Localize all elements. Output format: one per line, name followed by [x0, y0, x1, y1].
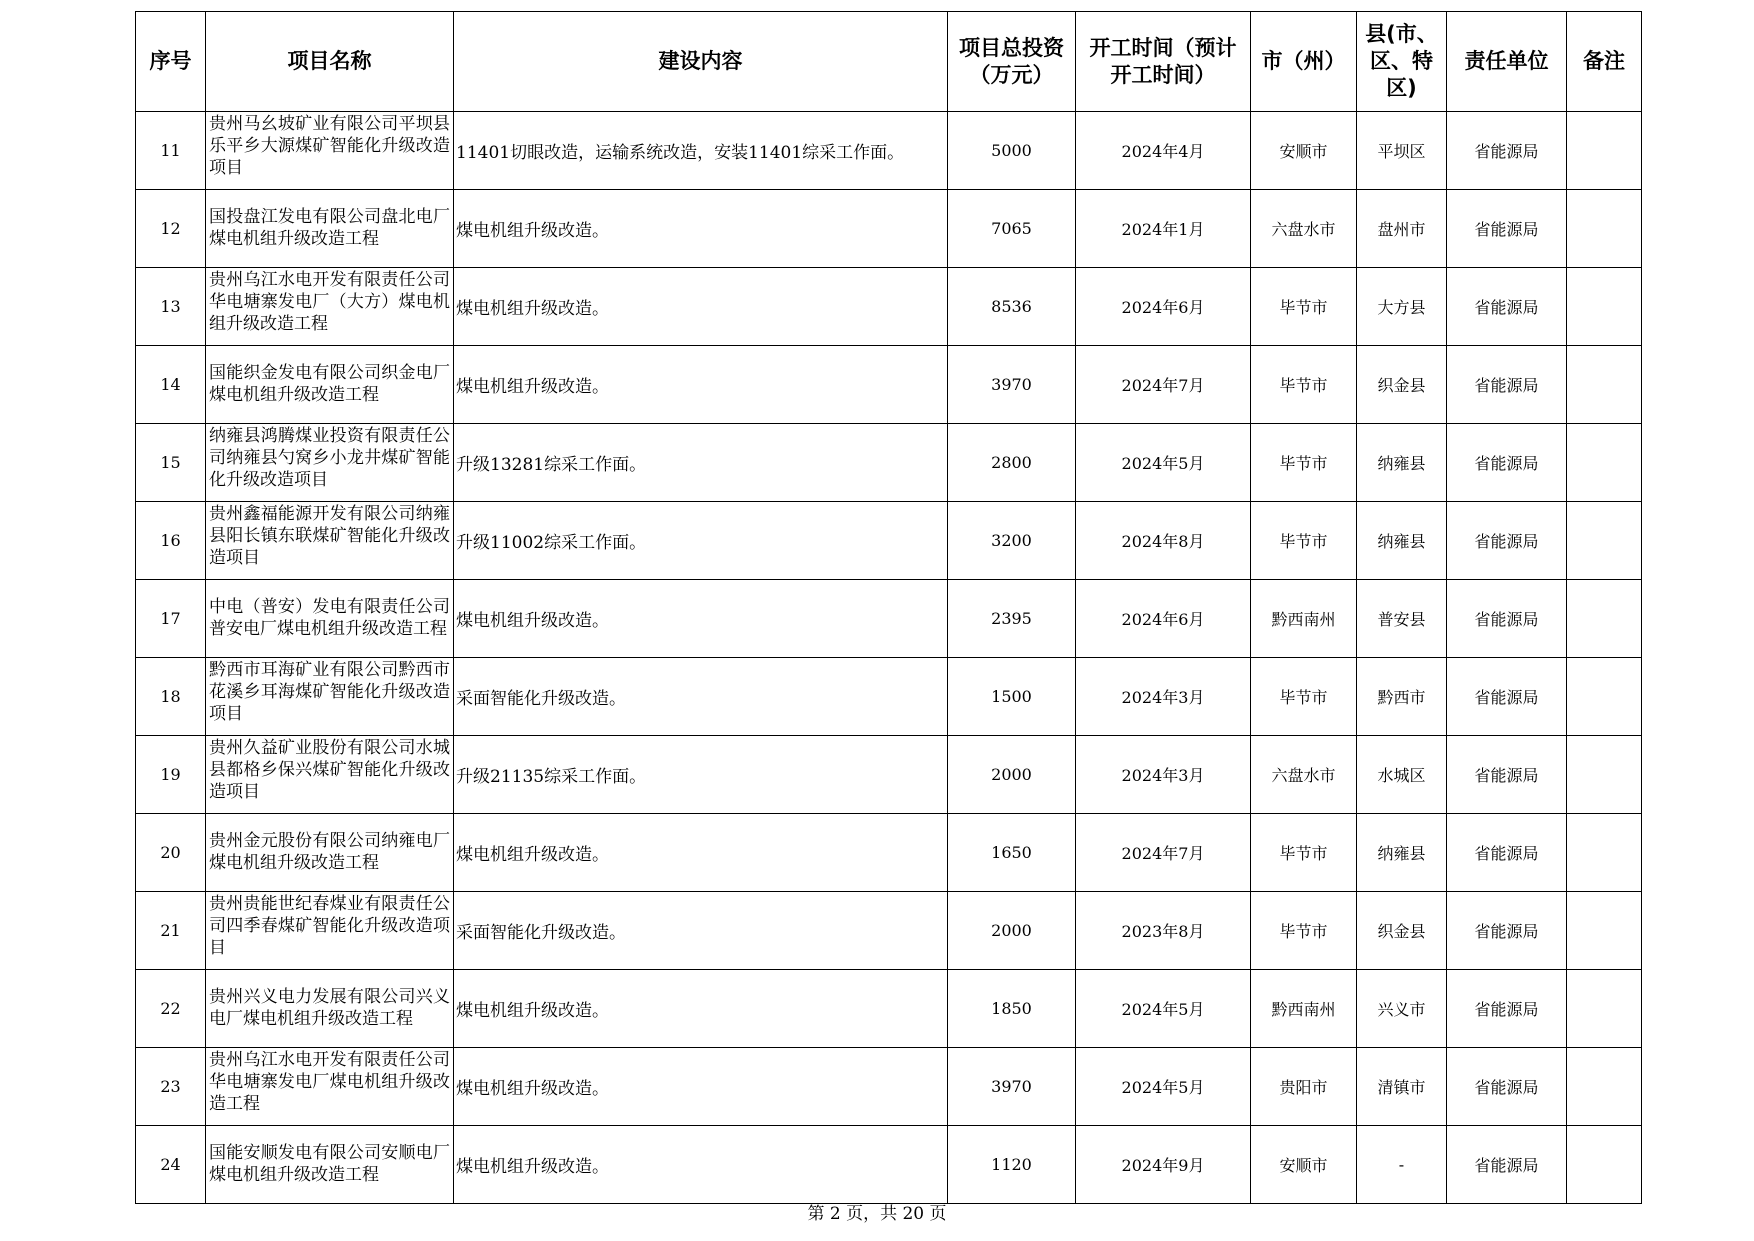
cell-content: 煤电机组升级改造。 — [454, 190, 948, 268]
table-row — [136, 658, 1642, 736]
header-seq: 序号 — [136, 12, 206, 112]
cell-investment: 1850 — [948, 970, 1076, 1048]
table-row — [136, 502, 1642, 580]
cell-content: 煤电机组升级改造。 — [454, 1048, 948, 1126]
cell-city: 毕节市 — [1251, 892, 1357, 970]
cell-remark — [1567, 190, 1642, 268]
table-row — [136, 424, 1642, 502]
table-row — [136, 112, 1642, 190]
project-name-text: 国能织金发电有限公司织金电厂煤电机组升级改造工程 — [209, 363, 450, 405]
cell-start-time: 2024年7月 — [1076, 346, 1251, 424]
header-investment: 项目总投资（万元） — [948, 12, 1076, 112]
cell-county: 纳雍县 — [1357, 424, 1447, 502]
header-county: 县(市、区、特区) — [1357, 12, 1447, 112]
project-name-text: 贵州兴义电力发展有限公司兴义电厂煤电机组升级改造工程 — [209, 987, 450, 1029]
cell-seq: 20 — [136, 814, 206, 892]
table-row — [136, 814, 1642, 892]
header-responsible-unit: 责任单位 — [1447, 12, 1567, 112]
cell-county: 普安县 — [1357, 580, 1447, 658]
cell-city: 毕节市 — [1251, 268, 1357, 346]
project-name-text: 贵州金元股份有限公司纳雍电厂煤电机组升级改造工程 — [209, 831, 450, 873]
cell-responsible-unit: 省能源局 — [1447, 190, 1567, 268]
cell-responsible-unit: 省能源局 — [1447, 268, 1567, 346]
cell-remark — [1567, 892, 1642, 970]
cell-content: 升级11002综采工作面。 — [454, 502, 948, 580]
table-header-row — [136, 12, 1642, 112]
cell-seq: 16 — [136, 502, 206, 580]
cell-city: 毕节市 — [1251, 814, 1357, 892]
cell-investment: 5000 — [948, 112, 1076, 190]
project-name-text: 国能安顺发电有限公司安顺电厂煤电机组升级改造工程 — [209, 1143, 450, 1185]
cell-responsible-unit: 省能源局 — [1447, 658, 1567, 736]
cell-county: 平坝区 — [1357, 112, 1447, 190]
cell-investment: 2000 — [948, 736, 1076, 814]
cell-content: 11401切眼改造，运输系统改造，安装11401综采工作面。 — [454, 112, 948, 190]
cell-project-name — [206, 970, 454, 1048]
project-name-text: 国投盘江发电有限公司盘北电厂煤电机组升级改造工程 — [209, 207, 450, 249]
table-row — [136, 1048, 1642, 1126]
cell-content: 升级21135综采工作面。 — [454, 736, 948, 814]
cell-project-name — [206, 1126, 454, 1204]
cell-responsible-unit: 省能源局 — [1447, 1048, 1567, 1126]
project-name-text: 贵州乌江水电开发有限责任公司华电塘寨发电厂（大方）煤电机组升级改造工程 — [209, 270, 450, 334]
cell-project-name — [206, 658, 454, 736]
cell-investment: 1650 — [948, 814, 1076, 892]
table-row — [136, 970, 1642, 1048]
cell-project-name — [206, 736, 454, 814]
cell-county: 黔西市 — [1357, 658, 1447, 736]
cell-investment: 3200 — [948, 502, 1076, 580]
cell-investment: 1500 — [948, 658, 1076, 736]
cell-investment: 1120 — [948, 1126, 1076, 1204]
cell-content: 煤电机组升级改造。 — [454, 814, 948, 892]
cell-start-time: 2024年4月 — [1076, 112, 1251, 190]
cell-remark — [1567, 580, 1642, 658]
cell-responsible-unit: 省能源局 — [1447, 424, 1567, 502]
cell-content: 升级13281综采工作面。 — [454, 424, 948, 502]
cell-city: 黔西南州 — [1251, 580, 1357, 658]
cell-seq: 11 — [136, 112, 206, 190]
cell-start-time: 2024年7月 — [1076, 814, 1251, 892]
cell-responsible-unit: 省能源局 — [1447, 346, 1567, 424]
cell-start-time: 2024年8月 — [1076, 502, 1251, 580]
cell-start-time: 2024年1月 — [1076, 190, 1251, 268]
cell-remark — [1567, 424, 1642, 502]
cell-city: 毕节市 — [1251, 658, 1357, 736]
project-name-text: 黔西市耳海矿业有限公司黔西市花溪乡耳海煤矿智能化升级改造项目 — [209, 660, 450, 724]
cell-responsible-unit: 省能源局 — [1447, 970, 1567, 1048]
cell-county: 盘州市 — [1357, 190, 1447, 268]
cell-project-name — [206, 1048, 454, 1126]
header-start-time: 开工时间（预计开工时间） — [1076, 12, 1251, 112]
cell-investment: 3970 — [948, 346, 1076, 424]
cell-start-time: 2024年5月 — [1076, 1048, 1251, 1126]
cell-project-name — [206, 502, 454, 580]
cell-remark — [1567, 1126, 1642, 1204]
project-name-text: 贵州马幺坡矿业有限公司平坝县乐平乡大源煤矿智能化升级改造项目 — [209, 114, 450, 178]
cell-seq: 14 — [136, 346, 206, 424]
cell-remark — [1567, 1048, 1642, 1126]
project-name-text: 贵州鑫福能源开发有限公司纳雍县阳长镇东联煤矿智能化升级改造项目 — [209, 504, 450, 568]
project-name-text: 贵州贵能世纪春煤业有限责任公司四季春煤矿智能化升级改造项目 — [209, 894, 450, 958]
table-row — [136, 892, 1642, 970]
cell-responsible-unit: 省能源局 — [1447, 502, 1567, 580]
cell-investment: 2395 — [948, 580, 1076, 658]
cell-start-time: 2024年5月 — [1076, 424, 1251, 502]
cell-start-time: 2024年9月 — [1076, 1126, 1251, 1204]
cell-content: 采面智能化升级改造。 — [454, 892, 948, 970]
cell-remark — [1567, 736, 1642, 814]
cell-start-time: 2024年3月 — [1076, 736, 1251, 814]
cell-start-time: 2024年6月 — [1076, 268, 1251, 346]
cell-responsible-unit: 省能源局 — [1447, 1126, 1567, 1204]
table-body — [136, 112, 1642, 1204]
header-project-name: 项目名称 — [206, 12, 454, 112]
cell-investment: 8536 — [948, 268, 1076, 346]
cell-content: 煤电机组升级改造。 — [454, 970, 948, 1048]
project-name-text: 贵州乌江水电开发有限责任公司华电塘寨发电厂煤电机组升级改造工程 — [209, 1050, 450, 1114]
cell-project-name — [206, 814, 454, 892]
cell-project-name — [206, 580, 454, 658]
cell-city: 六盘水市 — [1251, 190, 1357, 268]
project-table — [135, 11, 1642, 1204]
cell-county: 纳雍县 — [1357, 814, 1447, 892]
table-row — [136, 268, 1642, 346]
cell-city: 毕节市 — [1251, 424, 1357, 502]
cell-seq: 23 — [136, 1048, 206, 1126]
cell-responsible-unit: 省能源局 — [1447, 580, 1567, 658]
cell-remark — [1567, 970, 1642, 1048]
project-name-text: 纳雍县鸿腾煤业投资有限责任公司纳雍县勺窝乡小龙井煤矿智能化升级改造项目 — [209, 426, 450, 490]
cell-city: 六盘水市 — [1251, 736, 1357, 814]
cell-county: 兴义市 — [1357, 970, 1447, 1048]
cell-city: 黔西南州 — [1251, 970, 1357, 1048]
cell-responsible-unit: 省能源局 — [1447, 814, 1567, 892]
cell-investment: 7065 — [948, 190, 1076, 268]
cell-county: - — [1357, 1126, 1447, 1204]
cell-remark — [1567, 112, 1642, 190]
cell-responsible-unit: 省能源局 — [1447, 892, 1567, 970]
cell-county: 织金县 — [1357, 892, 1447, 970]
cell-county: 纳雍县 — [1357, 502, 1447, 580]
cell-county: 大方县 — [1357, 268, 1447, 346]
table-row — [136, 1126, 1642, 1204]
table-row — [136, 190, 1642, 268]
cell-start-time: 2023年8月 — [1076, 892, 1251, 970]
cell-content: 煤电机组升级改造。 — [454, 1126, 948, 1204]
cell-project-name — [206, 346, 454, 424]
cell-responsible-unit: 省能源局 — [1447, 112, 1567, 190]
cell-project-name — [206, 892, 454, 970]
cell-investment: 2000 — [948, 892, 1076, 970]
cell-city: 贵阳市 — [1251, 1048, 1357, 1126]
cell-project-name — [206, 112, 454, 190]
cell-remark — [1567, 502, 1642, 580]
cell-seq: 22 — [136, 970, 206, 1048]
cell-remark — [1567, 814, 1642, 892]
project-name-text: 贵州久益矿业股份有限公司水城县都格乡保兴煤矿智能化升级改造项目 — [209, 738, 450, 802]
cell-remark — [1567, 268, 1642, 346]
cell-start-time: 2024年5月 — [1076, 970, 1251, 1048]
cell-seq: 21 — [136, 892, 206, 970]
cell-seq: 19 — [136, 736, 206, 814]
cell-county: 水城区 — [1357, 736, 1447, 814]
cell-seq: 18 — [136, 658, 206, 736]
cell-seq: 12 — [136, 190, 206, 268]
cell-investment: 3970 — [948, 1048, 1076, 1126]
header-remark: 备注 — [1567, 12, 1642, 112]
cell-start-time: 2024年3月 — [1076, 658, 1251, 736]
cell-investment: 2800 — [948, 424, 1076, 502]
page-footer: 第 2 页，共 20 页 — [807, 1204, 947, 1224]
header-city: 市（州） — [1251, 12, 1357, 112]
cell-content: 煤电机组升级改造。 — [454, 268, 948, 346]
cell-city: 安顺市 — [1251, 1126, 1357, 1204]
cell-seq: 24 — [136, 1126, 206, 1204]
cell-project-name — [206, 268, 454, 346]
header-content: 建设内容 — [454, 12, 948, 112]
cell-city: 安顺市 — [1251, 112, 1357, 190]
cell-city: 毕节市 — [1251, 346, 1357, 424]
cell-remark — [1567, 658, 1642, 736]
cell-project-name — [206, 424, 454, 502]
table-row — [136, 346, 1642, 424]
cell-county: 清镇市 — [1357, 1048, 1447, 1126]
cell-seq: 13 — [136, 268, 206, 346]
cell-content: 采面智能化升级改造。 — [454, 658, 948, 736]
cell-content: 煤电机组升级改造。 — [454, 346, 948, 424]
cell-remark — [1567, 346, 1642, 424]
project-name-text: 中电（普安）发电有限责任公司普安电厂煤电机组升级改造工程 — [209, 597, 450, 639]
cell-seq: 15 — [136, 424, 206, 502]
table-row — [136, 580, 1642, 658]
table-row — [136, 736, 1642, 814]
cell-project-name — [206, 190, 454, 268]
cell-city: 毕节市 — [1251, 502, 1357, 580]
cell-content: 煤电机组升级改造。 — [454, 580, 948, 658]
cell-start-time: 2024年6月 — [1076, 580, 1251, 658]
cell-county: 织金县 — [1357, 346, 1447, 424]
cell-seq: 17 — [136, 580, 206, 658]
cell-responsible-unit: 省能源局 — [1447, 736, 1567, 814]
